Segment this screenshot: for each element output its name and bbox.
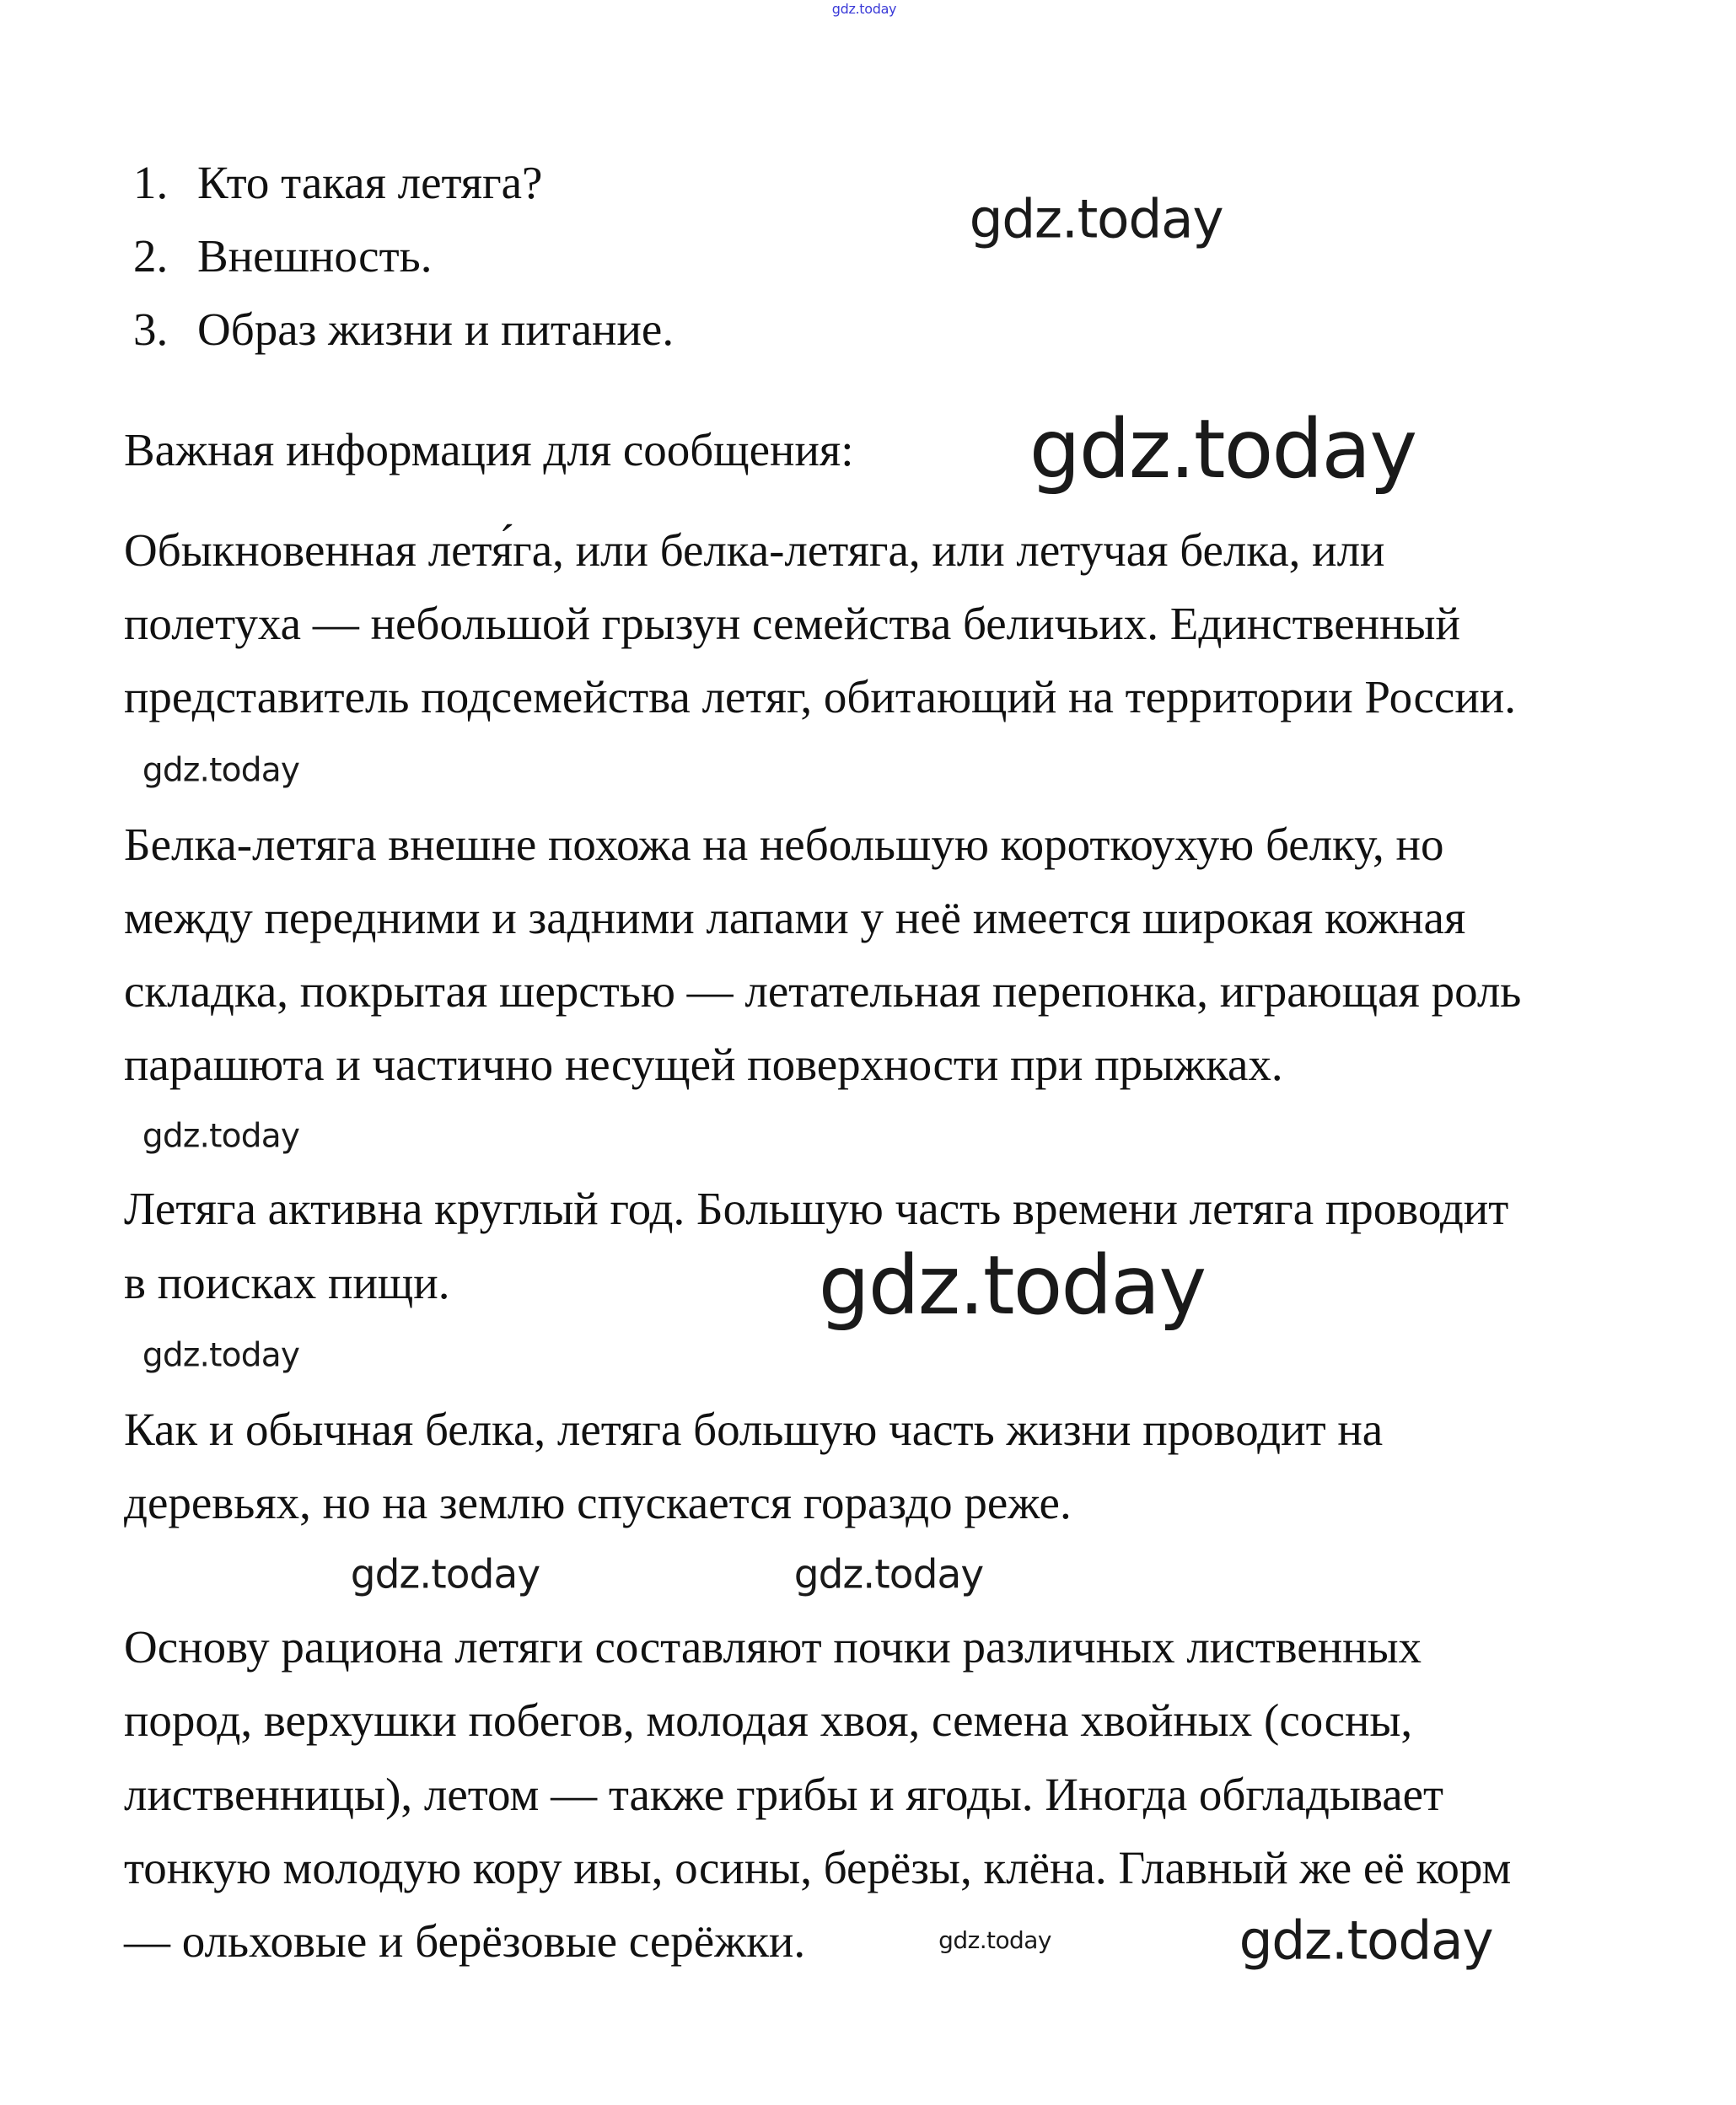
watermark: gdz.today — [142, 1117, 300, 1156]
text-line: тонкую молодую кору ивы, осины, берёзы, клёна. Главный же её корм — [124, 1842, 1512, 1893]
text-line: пород, верхушки побегов, молодая хвоя, семена хвойных (сосны, — [124, 1694, 1413, 1746]
watermark: gdz.today — [142, 751, 300, 790]
watermark: gdz.today — [1029, 402, 1416, 497]
section-heading: Важная информация для сообщения: — [124, 424, 854, 475]
watermark: gdz.today — [969, 188, 1223, 250]
text-line: Как и обычная белка, летяга большую часть жизни проводит на — [124, 1404, 1384, 1455]
text-line: Обыкновенная летя́га, или белка-летяга, или летучая белка, или — [124, 524, 1385, 576]
text-line: — ольховые и берёзовые серёжки. — [124, 1915, 806, 1967]
text-line: в поисках пищи. — [124, 1257, 450, 1308]
watermark: gdz.today — [142, 1336, 300, 1375]
text-line: полетуха — небольшой грызун семейства беличьих. Единственный — [124, 598, 1460, 649]
list-number: 1. — [133, 157, 169, 208]
list-item: Кто такая летяга? — [197, 157, 543, 208]
watermark: gdz.today — [1239, 1909, 1493, 1972]
text-line: складка, покрытая шерстью — летательная перепонка, играющая роль — [124, 965, 1522, 1017]
watermark: gdz.today — [831, 1, 897, 17]
text-line: Основу рациона летяги составляют почки различных лиственных — [124, 1621, 1422, 1673]
text-line: деревьях, но на землю спускается гораздо реже. — [124, 1477, 1072, 1528]
text-line: парашюта и частично несущей поверхности при прыжках. — [124, 1039, 1283, 1090]
watermark: gdz.today — [350, 1551, 540, 1598]
text-line: Белка-летяга внешне похожа на небольшую короткоухую белку, но — [124, 819, 1444, 870]
watermark: gdz.today — [793, 1551, 984, 1598]
text-line: представитель подсемейства летяг, обитающий на территории России. — [124, 671, 1516, 722]
list-item: Образ жизни и питание. — [197, 303, 675, 355]
text-line: Летяга активна круглый год. Большую часть времени летяга проводит — [124, 1183, 1509, 1234]
list-number: 2. — [133, 230, 169, 282]
watermark: gdz.today — [818, 1238, 1206, 1333]
watermark: gdz.today — [938, 1926, 1051, 1954]
list-item: Внешность. — [197, 230, 433, 282]
text-line: лиственницы), летом — также грибы и ягоды. Иногда обгладывает — [124, 1769, 1444, 1820]
list-number: 3. — [133, 303, 169, 355]
text-line: между передними и задними лапами у неё имеется широкая кожная — [124, 892, 1466, 943]
